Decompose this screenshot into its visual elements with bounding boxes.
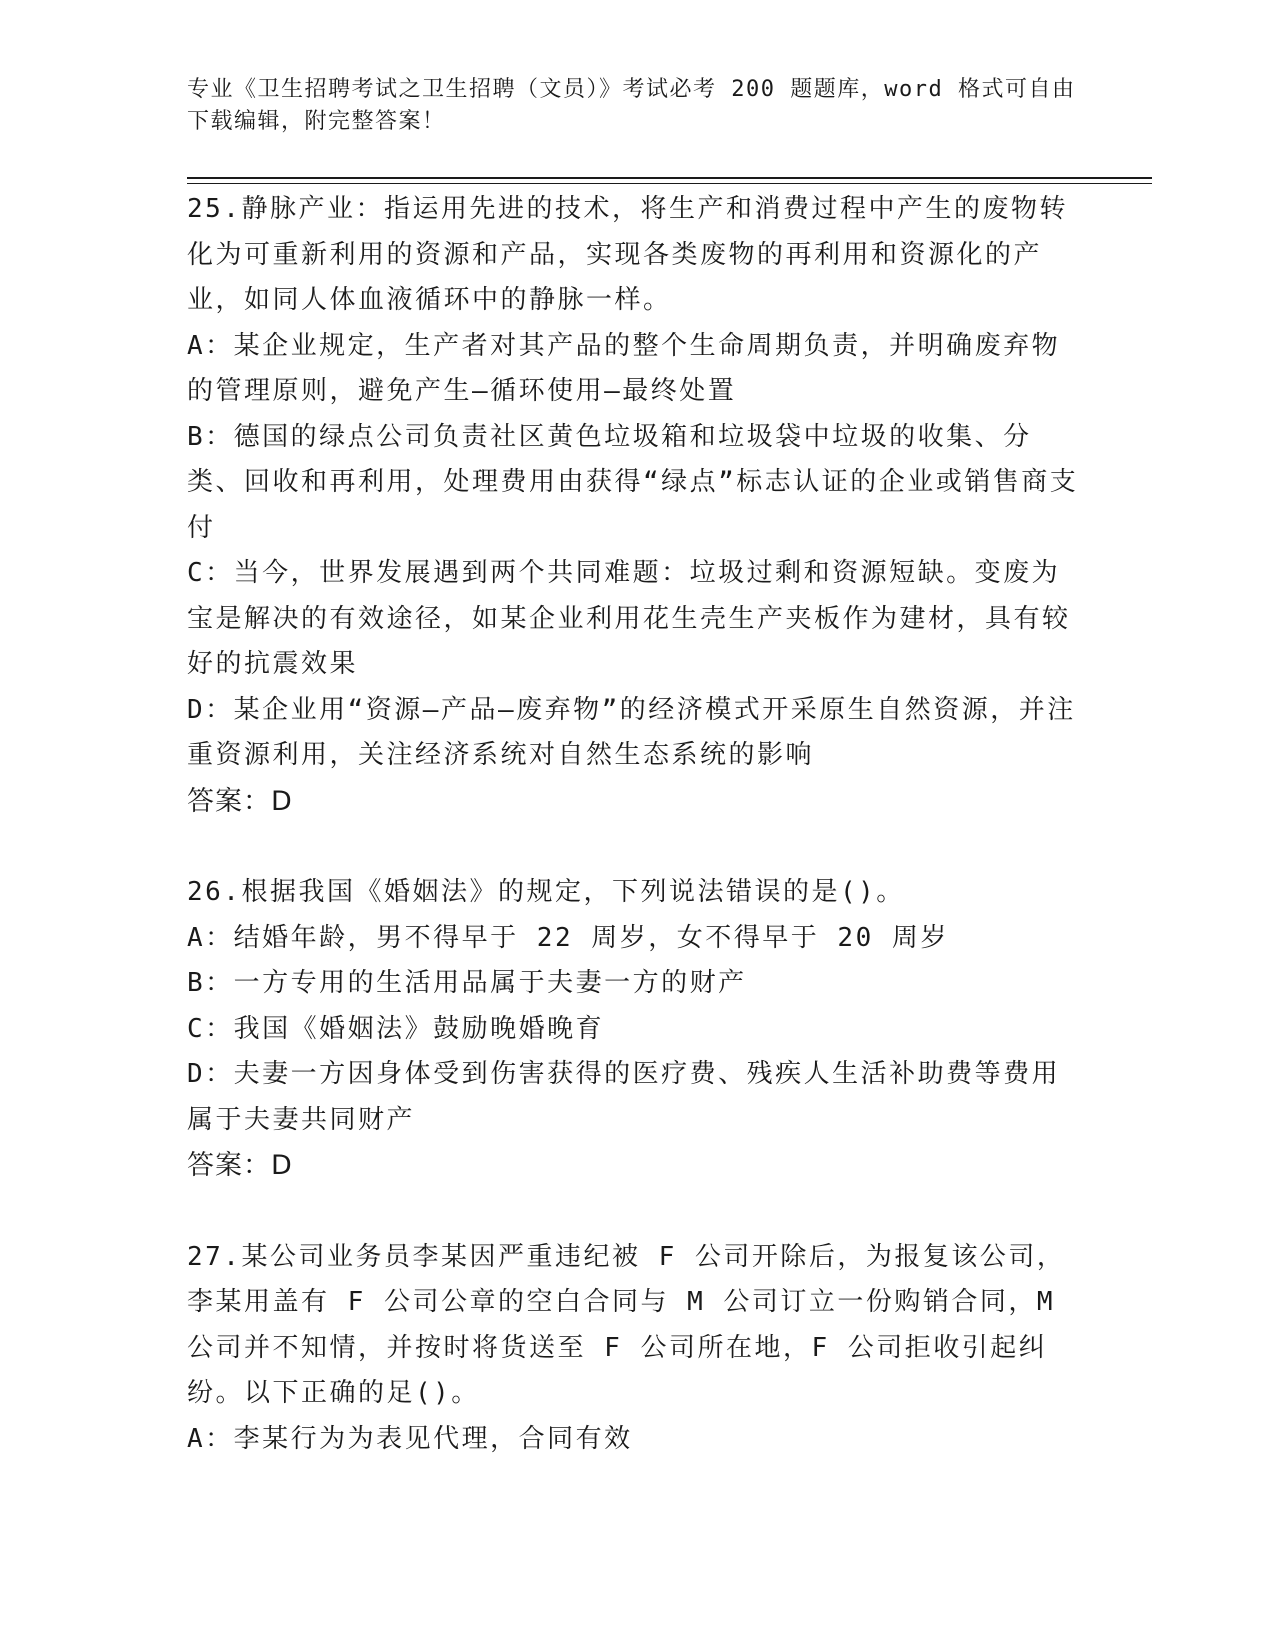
- question-stem: 25.静脉产业：指运用先进的技术，将生产和消费过程中产生的废物转化为可重新利用的资源和产品，实现各类废物的再利用和资源化的产业，如同人体血液循环中的静脉一样。: [187, 194, 1068, 315]
- option-c: C：我国《婚姻法》鼓励晚婚晚育: [187, 1013, 605, 1044]
- question-stem: 26.根据我国《婚姻法》的规定，下列说法错误的是()。: [187, 877, 905, 907]
- option-a: A：李某行为为表见代理，合同有效: [187, 1423, 633, 1454]
- option-d: D：夫妻一方因身体受到伤害获得的医疗费、残疾人生活补助费等费用属于夫妻共同财产: [187, 1059, 1061, 1135]
- document-header: 专业《卫生招聘考试之卫生招聘（文员）》考试必考 200 题题库，word 格式可自由下载编辑，附完整答案！: [187, 77, 1076, 134]
- question-spacer: [187, 1189, 1087, 1235]
- option-a: A：结婚年龄，男不得早于 22 周岁，女不得早于 20 周岁: [187, 922, 949, 953]
- question-25: [187, 187, 1087, 824]
- option-b: B：德国的绿点公司负责社区黄色垃圾箱和垃圾袋中垃圾的收集、分类、回收和再利用，处理费用由获得“绿点”标志认证的企业或销售商支付: [187, 421, 1079, 543]
- question-list: [187, 187, 1087, 1462]
- option-b: B：一方专用的生活用品属于夫妻一方的财产: [187, 968, 747, 998]
- header-rule-thick: [187, 177, 1152, 179]
- question-26: [187, 870, 1087, 1189]
- answer-line: 答案：D: [187, 1150, 293, 1181]
- option-a: A：某企业规定，生产者对其产品的整个生命周期负责，并明确废弃物的管理原则，避免产生—循环使用—最终处置: [187, 330, 1061, 406]
- question-spacer: [187, 824, 1087, 870]
- option-c: C：当今，世界发展遇到两个共同难题：垃圾过剩和资源短缺。变废为宝是解决的有效途径，如某企业利用花生壳生产夹板作为建材，具有较好的抗震效果: [187, 558, 1071, 679]
- question-stem: 27.某公司业务员李某因严重违纪被 F 公司开除后，为报复该公司，李某用盖有 F 公司公章的空白合同与 M 公司订立一份购销合同，M 公司并不知情，并按时将货送至 F 公司所在地，F 公司拒收引起纠纷。以下正确的足()。: [187, 1241, 1066, 1408]
- question-27: [187, 1235, 1087, 1463]
- header-rule-thin: [187, 183, 1152, 184]
- option-d: D：某企业用“资源—产品—废弃物”的经济模式开采原生自然资源，并注重资源利用，关注经济系统对自然生态系统的影响: [187, 694, 1076, 770]
- answer-line: 答案：D: [187, 785, 293, 817]
